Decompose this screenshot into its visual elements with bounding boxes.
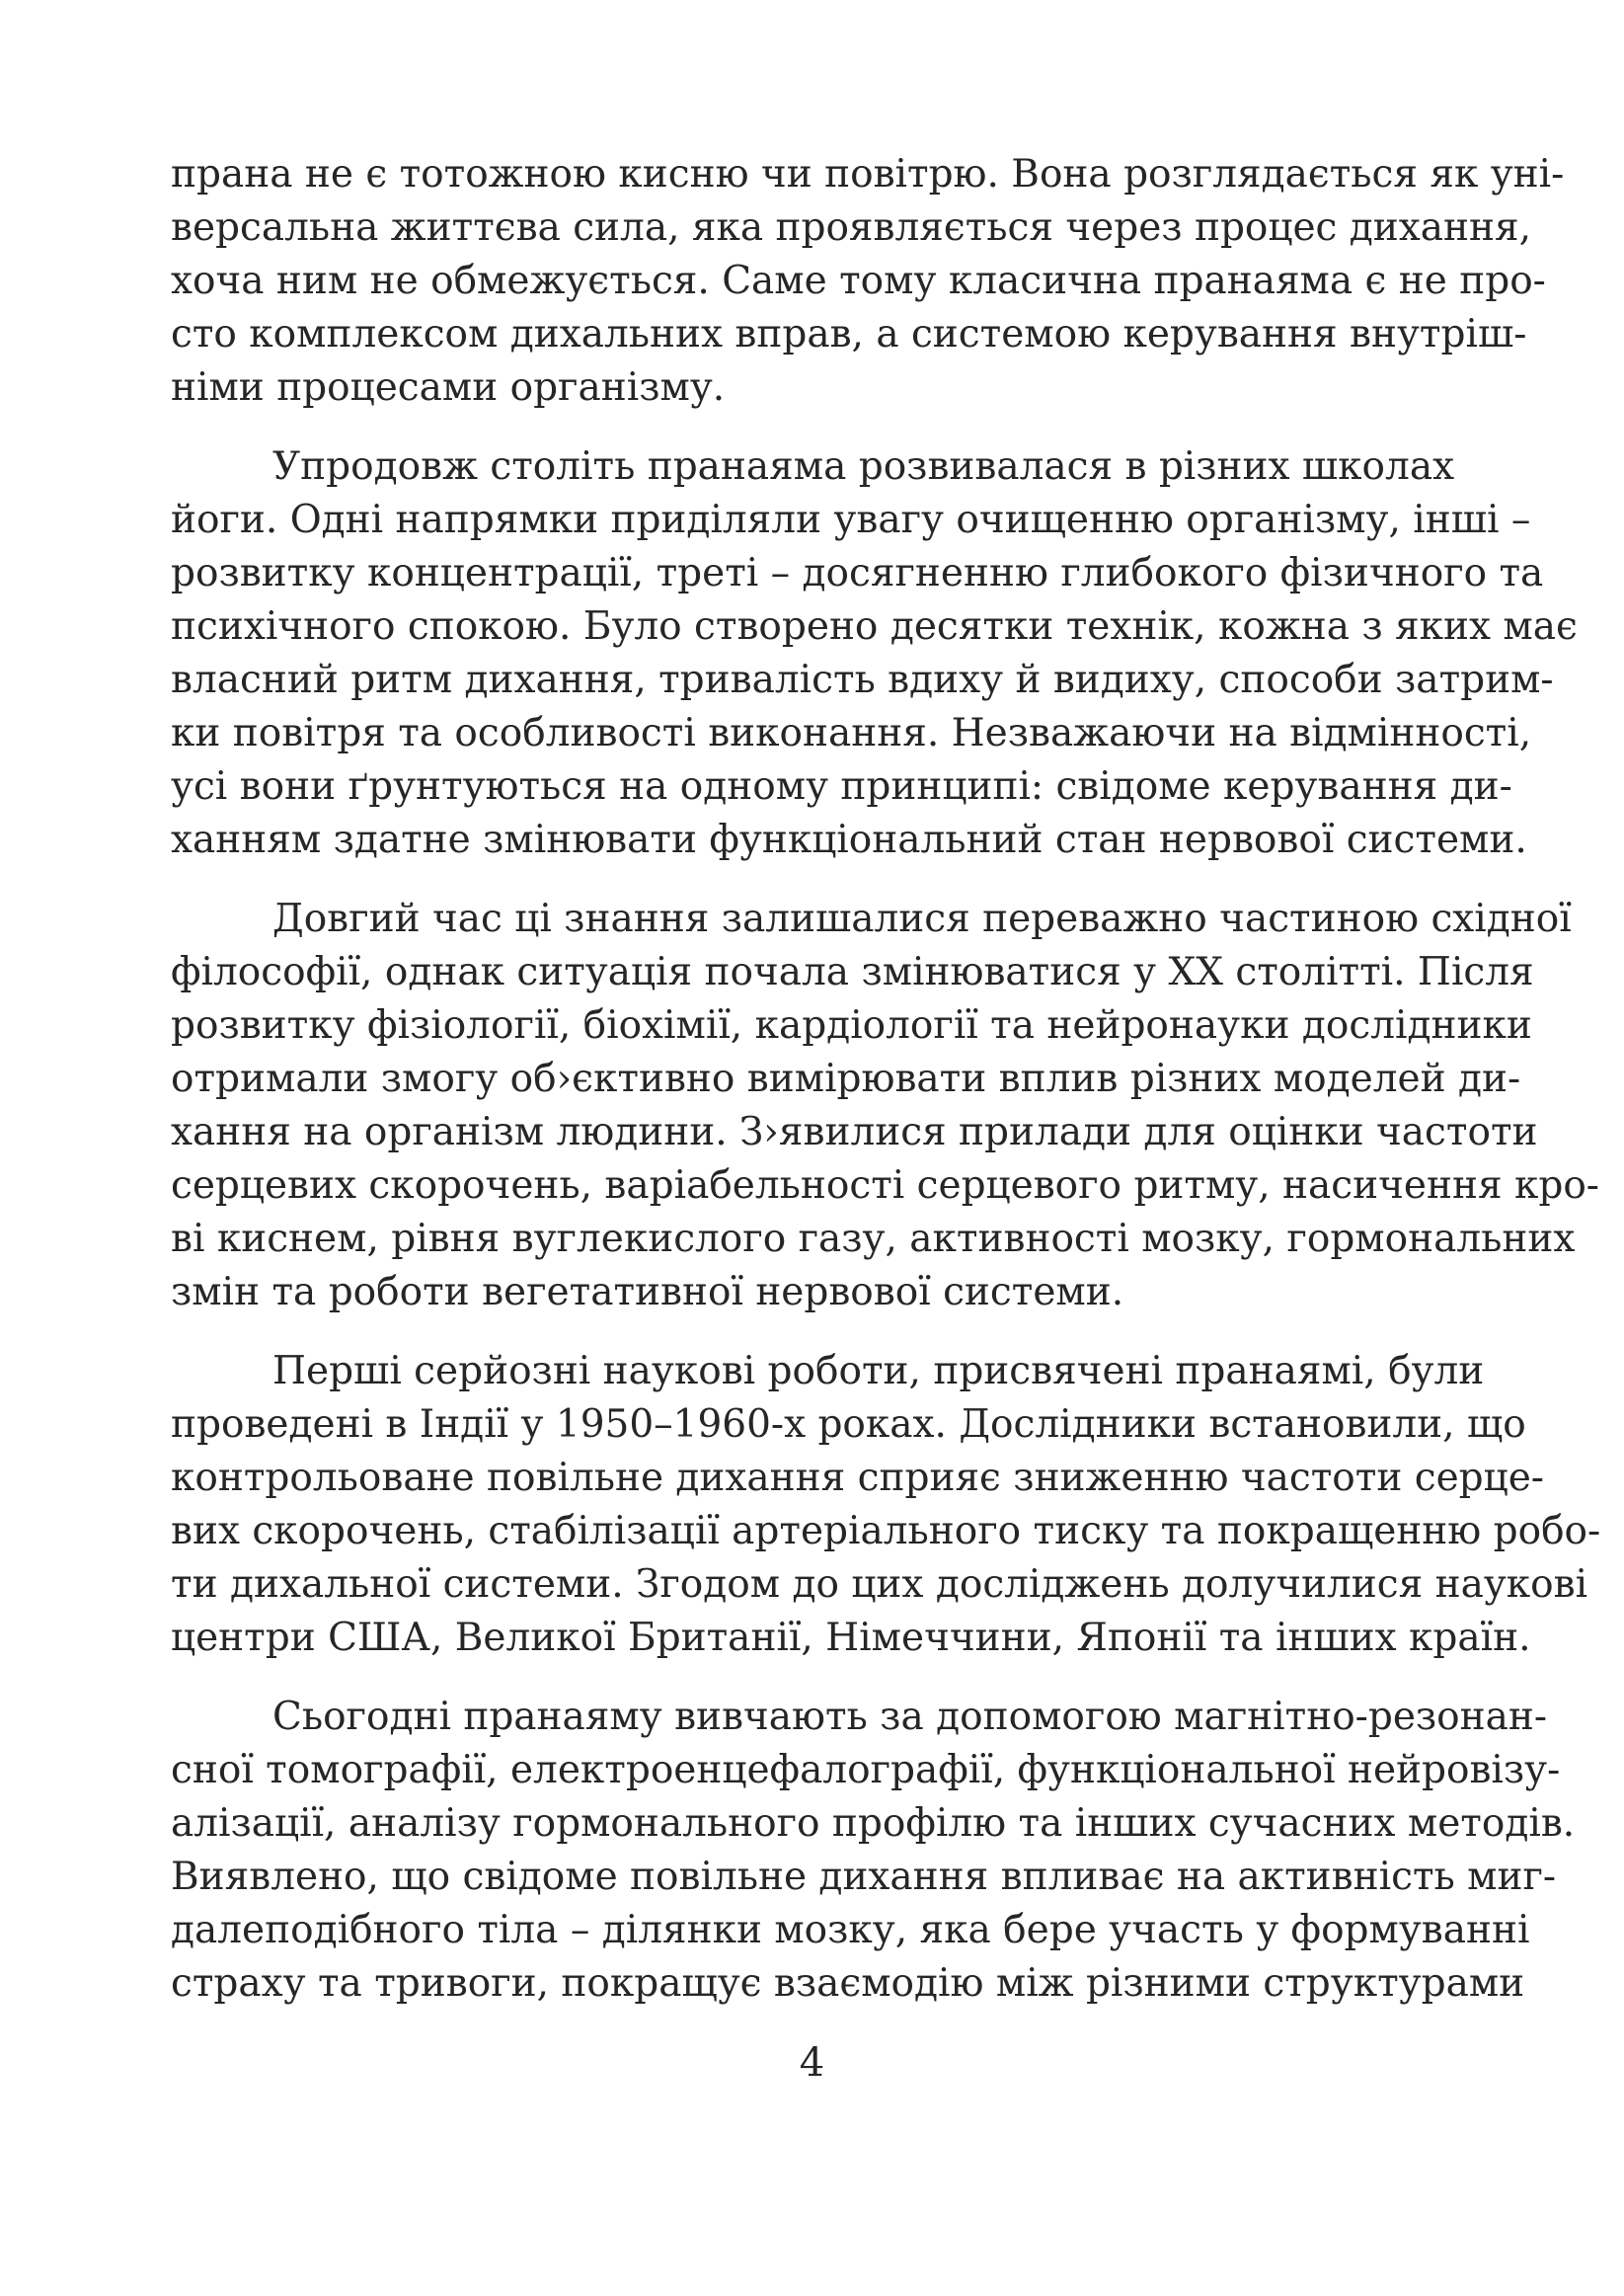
text-line: ханням здатне змінювати функціональний стан нервової системи. [171,818,1527,862]
text-line: ти дихальної системи. Згодом до цих досліджень долучилися наукові [171,1562,1588,1607]
paragraph-2 [171,440,1578,867]
text-line: Довгий час ці знання залишалися переважно частиною східної [272,897,1572,941]
text-line: прана не є тотожною кисню чи повітрю. Вона розглядається як уні- [171,152,1565,197]
paragraph-4 [171,1345,1601,1665]
text-line: центри США, Великої Британії, Німеччини, Японії та інших країн. [171,1616,1531,1660]
text-line: Виявлено, що свідоме повільне дихання впливає на активність миг- [171,1855,1557,1899]
text-line: далеподібного тіла – ділянки мозку, яка бере участь у формуванні [171,1908,1530,1952]
text-line: сної томографії, електроенцефалографії, функціональної нейровізу- [171,1748,1561,1792]
text-line: психічного спокою. Було створено десятки технік, кожна з яких має [171,604,1578,649]
text-line: отримали змогу об›єктивно вимірювати вплив різних моделей ди- [171,1057,1521,1101]
text-line: ки повітря та особливості виконання. Незважаючи на відмінності, [171,711,1532,755]
text-line: вих скорочень, стабілізації артеріального тиску та покращенню робо- [171,1509,1601,1553]
text-line: усі вони ґрунтуються на одному принципі: свідоме керування ди- [171,764,1512,809]
text-line: німи процесами організму. [171,365,726,410]
paragraph-5 [171,1691,1576,2011]
text-line: хоча ним не обмежується. Саме тому класична пранаяма є не про- [171,259,1546,303]
text-line: ві киснем, рівня вуглекислого газу, активності мозку, гормональних [171,1217,1576,1261]
text-line: філософії, однак ситуація почала змінюватися у ХХ столітті. Після [171,950,1534,994]
text-line: йоги. Одні напрямки приділяли увагу очищенню організму, інші – [171,498,1531,542]
text-line: розвитку концентрації, треті – досягненню глибокого фізичного та [171,551,1544,595]
body-text [171,148,1601,2036]
text-line: Перші серйозні наукові роботи, присвячені пранаямі, були [272,1349,1485,1393]
page-number: 4 [799,2040,825,2086]
text-line: Сьогодні пранаяму вивчають за допомогою магнітно-резонан- [272,1695,1548,1739]
text-line: власний ритм дихання, тривалість вдиху й видиху, способи затрим- [171,658,1554,702]
text-line: серцевих скорочень, варіабельності серцевого ритму, насичення кро- [171,1163,1599,1208]
text-line: проведені в Індії у 1950–1960-х роках. Дослідники встановили, що [171,1402,1526,1447]
text-line: алізації, аналізу гормонального профілю та інших сучасних методів. [171,1801,1576,1846]
text-line: хання на організм людини. З›явилися прилади для оцінки частоти [171,1110,1538,1154]
text-line: сто комплексом дихальних вправ, а системою керування внутріш- [171,312,1527,356]
text-line: версальна життєва сила, яка проявляється через процес дихання, [171,205,1532,250]
text-line: контрольоване повільне дихання сприяє зниженню частоти серце- [171,1456,1544,1500]
text-line: Упродовж століть пранаяма розвивалася в різних школах [272,444,1455,489]
text-line: розвитку фізіології, біохімії, кардіології та нейронауки дослідники [171,1003,1532,1048]
paragraph-3 [171,893,1599,1319]
text-line: змін та роботи вегетативної нервової системи. [171,1270,1124,1314]
paragraph-1 [171,148,1565,415]
text-line: страху та тривоги, покращує взаємодію між різними структурами [171,1961,1525,2006]
